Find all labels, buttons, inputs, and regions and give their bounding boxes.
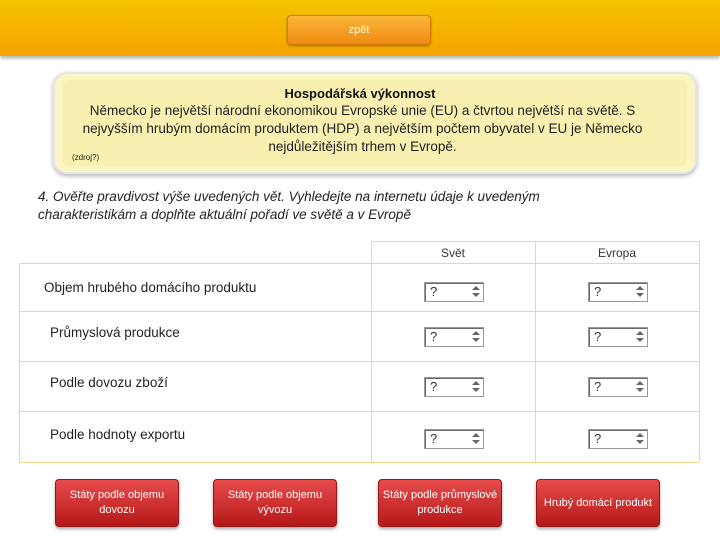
- column-header-world: Svět: [440, 246, 465, 260]
- gdp-world-stepper[interactable]: [424, 282, 484, 302]
- stepper-value: ?: [594, 379, 602, 394]
- stepper-value: ?: [594, 431, 602, 446]
- grid-line: [19, 263, 20, 462]
- exports-by-country-button[interactable]: Státy podle objemu vývozu: [213, 479, 337, 527]
- exports-europe-stepper[interactable]: [588, 429, 648, 449]
- spinner-arrows-icon[interactable]: [635, 285, 645, 299]
- grid-line: [19, 263, 699, 264]
- spinner-arrows-icon[interactable]: [471, 285, 481, 299]
- row-label-imports: Podle dovozu zboží: [50, 375, 168, 390]
- stepper-value: ?: [594, 329, 602, 344]
- industry-world-stepper[interactable]: [424, 327, 484, 347]
- column-header-europe: Evropa: [597, 246, 637, 260]
- stepper-value: ?: [430, 431, 438, 446]
- imports-world-stepper[interactable]: [424, 377, 484, 397]
- back-button[interactable]: zpět: [287, 15, 431, 45]
- grid-line: [371, 263, 372, 462]
- row-label-exports: Podle hodnoty exportu: [50, 427, 186, 442]
- grid-line: [699, 241, 700, 462]
- grid-line: [19, 311, 699, 312]
- spinner-arrows-icon[interactable]: [471, 380, 481, 394]
- spinner-arrows-icon[interactable]: [635, 432, 645, 446]
- stepper-value: ?: [430, 379, 438, 394]
- spinner-arrows-icon[interactable]: [471, 330, 481, 344]
- info-title: Hospodářská výkonnost: [284, 86, 436, 101]
- spinner-arrows-icon[interactable]: [471, 432, 481, 446]
- grid-line: [19, 361, 699, 362]
- industry-by-country-button[interactable]: Státy podle průmyslové produkce: [378, 479, 502, 527]
- gdp-button[interactable]: Hrubý domácí produkt: [536, 479, 660, 527]
- task-instruction: 4. Ověřte pravdivost výše uvedených vět. Vyhledejte na internetu údaje k uvedeným charakteristikám a doplňte aktuální pořadí ve světě a v Evropě: [38, 189, 540, 222]
- stepper-value: ?: [430, 329, 438, 344]
- exports-world-stepper[interactable]: [424, 429, 484, 449]
- spinner-arrows-icon[interactable]: [635, 330, 645, 344]
- grid-line: [19, 411, 699, 412]
- industry-europe-stepper[interactable]: [588, 327, 648, 347]
- imports-europe-stepper[interactable]: [588, 377, 648, 397]
- gdp-europe-stepper[interactable]: [588, 282, 648, 302]
- grid-line: [19, 462, 699, 463]
- source-note: (zdroj?): [72, 153, 100, 162]
- info-text: Německo je největší národní ekonomikou Evropské unie (EU) a čtvrtou největší na světě. S nejvyšším hrubým domácím produktem (HDP) a největším počtem obyvatel v EU je Německo nejdůležitějším trhem v Evropě.: [82, 103, 643, 154]
- imports-by-country-button[interactable]: Státy podle objemu dovozu: [55, 479, 179, 527]
- row-label-gdp: Objem hrubého domácího produktu: [44, 280, 257, 295]
- spinner-arrows-icon[interactable]: [635, 380, 645, 394]
- stepper-value: ?: [594, 284, 602, 299]
- stepper-value: ?: [430, 284, 438, 299]
- row-label-industry: Průmyslová produkce: [50, 325, 180, 340]
- grid-line: [535, 241, 536, 462]
